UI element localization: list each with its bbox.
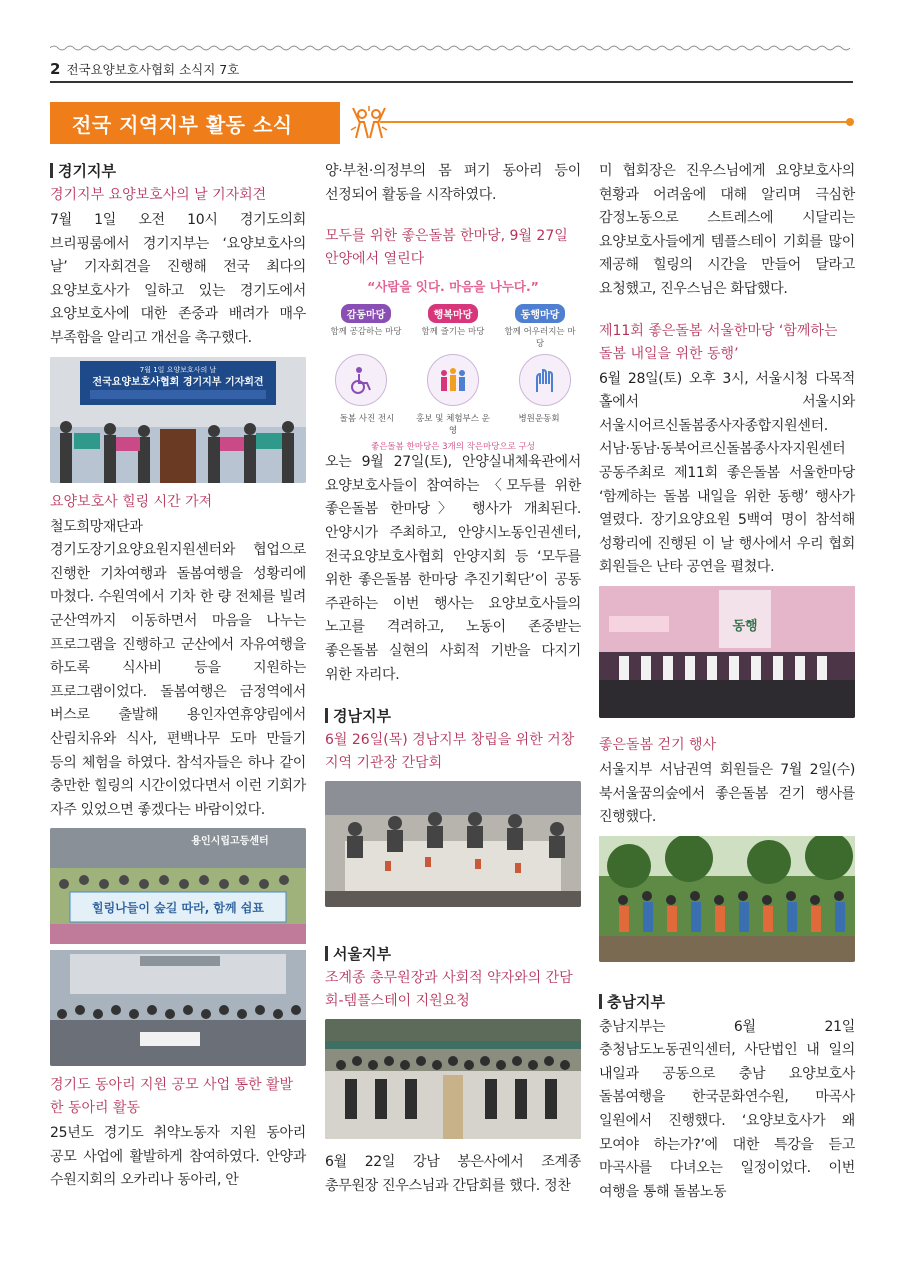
column-2 [325, 160, 581, 1198]
page-number: 2 [50, 60, 61, 78]
poster-tag: 행복마당 함께 즐기는 마당 [416, 303, 490, 349]
article-title: 모두를 위한 좋은돌봄 한마당, 9월 27일 안양에서 열린다 [325, 228, 568, 268]
column-3 [599, 160, 855, 1204]
meeting-photo [325, 781, 581, 907]
article-body: 오는 9월 27일(토), 안양실내체육관에서 요양보호사들이 참여하는 〈모두를 위한 좋은돌봄 한마당〉 행사가 개최된다. 안양시가 주최하고, 안양시노동인권센터, 전국요양보호사협회 안양지회 등 ‘모두를 위한 좋은돌봄 한마당 추진기획단’이 공동 주관하는 이번 행사는 요양보호사들의 노고를 격려하고, 노동이 존중받는 좋은돌봄 실현의 사회적 기반을 다지기 위한 자리다. [325, 454, 581, 683]
wheelchair-icon [335, 354, 387, 406]
article-body: 6월 22일 강남 봉은사에서 조계종 총무원장 진우스님과 간담회를 했다. 정찬 [325, 1154, 581, 1194]
article-body: 철도희망재단과 경기도장기요양요원지원센터와 협업으로 진행한 기차여행과 돌봄여행을 성황리에 마쳤다. 수원역에서 기차 한 량 전체를 빌려 군산역까지 이동하면서 마음을 나누는 프로그램을 진행하고 군산에서 자유여행을 하도록 식사비 등을 지원하는 프로그램이었다. 돌봄여행은 금정역에서 버스로 출발해 용인자연휴양림에서 산림치유와 식사, 편백나무 도마 만들기 등의 체험을 하였다. 참석자들은 하나 같이 충만한 힐링의 시간이었다면서 이런 기회가 자주 있었으면 좋겠다는 바람이었다. [50, 518, 306, 818]
running-header [50, 58, 239, 80]
column-1 [50, 160, 306, 1193]
banner-rule [380, 121, 850, 123]
article-title: 경기도 동아리 지원 공모 사업 통한 활발한 동아리 활동 [50, 1077, 294, 1117]
poster-tag: 감동마당 함께 공감하는 마당 [329, 303, 403, 349]
article-body-continued: 양·부천·의정부의 몸 펴기 동아리 등이 선정되어 활동을 시작하였다. [325, 163, 581, 203]
hands-icon [519, 354, 571, 406]
photo-banner-small: 7월 1일 요양보호사의 날 [139, 365, 217, 374]
article-title: 경기지부 요양보호사의 날 기자회견 [50, 187, 267, 203]
healing-trip-photos [50, 828, 306, 1066]
photo-banner-title: 전국요양보호사협회 경기지부 기자회견 [92, 376, 264, 388]
section-heading-gyeonggi: 경기지부 [50, 160, 306, 180]
poster-label: 돌봄 사진 전시 [339, 414, 395, 425]
section-banner [50, 102, 340, 144]
article-title: 요양보호사 힐링 시간 가져 [50, 493, 213, 510]
banner-rule-dot [846, 118, 854, 126]
publication-title: 전국요양보호사협회 소식지 7호 [66, 62, 240, 77]
article-title: 제11회 좋은돌봄 서울한마당 ‘함께하는 돌봄 내일을 위한 동행’ [599, 322, 838, 362]
photo-sign-text: 용인시립고등센터 [191, 836, 269, 848]
header-wave-line [50, 44, 853, 52]
press-conference-photo [50, 357, 306, 483]
event-poster [325, 277, 581, 453]
header-rule [50, 81, 853, 83]
article-body: 25년도 경기도 취약노동자 지원 동아리 공모 사업에 활발하게 참여하였다. 안양과 수원지회의 오카리나 동아리, 안 [50, 1125, 306, 1189]
section-banner-title: 전국 지역지부 활동 소식 [72, 112, 293, 137]
temple-group-photo [325, 1019, 581, 1139]
poster-quote: “사람을 잇다. 마음을 나누다.” [367, 279, 539, 295]
section-heading-seoul: 서울지부 [325, 943, 581, 963]
stage-banner-text: 동행 [732, 618, 758, 634]
crowd-icon [427, 354, 479, 406]
photo-banner-text: 힐링나들이 숲길 따라, 함께 쉼표 [92, 901, 264, 916]
article-body: 6월 28일(토) 오후 3시, 서울시청 다목적 홀에서 서울시와 서울시어르신돌봄종사자종합지원센터. 서남·동남·동북어르신돌봄종사자지원센터 공동주최로 제11회 좋은돌봄 서울한마당 ‘함께하는 돌봄 내일을 위한 동행’ 행사가 열렸다. 장기요양요원 5백여 명이 참석해 성황리에 진행된 이 날 행사에서 우리 협회 회원들은 난타 공연을 펼쳤다. [599, 370, 855, 576]
poster-tag: 동행마당 함께 어우러지는 마당 [503, 303, 577, 349]
article-title: 좋은돌봄 걷기 행사 [599, 736, 717, 753]
poster-note: 좋은돌봄 한마당은 3개의 작은마당으로 구성 [370, 442, 535, 453]
article-body: 7월 1일 오전 10시 경기도의회 브리핑룸에서 경기지부는 ‘요양보호사의 날’ 기자회견을 진행해 전국 최다의 요양보호사가 일하고 있는 경기도에서 요양보호사에 대한 존중과 배려가 매우 부족함을 알리고 개선을 촉구했다. [50, 212, 306, 346]
walking-event-photo [599, 836, 855, 962]
article-title: 6월 26일(목) 경남지부 창립을 위한 거창지역 기관장 간담회 [325, 732, 575, 772]
article-body: 서울지부 서남권역 회원들은 7월 2일(수) 북서울꿈의숲에서 좋은돌봄 걷기 행사를 진행했다. [599, 761, 855, 826]
poster-label: 홍보 및 체험부스 운영 [416, 414, 490, 437]
seoul-event-photo [599, 586, 855, 718]
section-heading-gyeongnam: 경남지부 [325, 705, 581, 725]
article-title: 조계종 총무원장과 사회적 약자와의 간담회-템플스테이 지원요청 [325, 970, 573, 1010]
cheering-people-icon [348, 102, 390, 144]
article-body-continued: 미 협회장은 진우스님에게 요양보호사의 현황과 어려움에 대해 알리며 극심한 감정노동으로 스트레스에 시달리는 요양보호사들에게 템플스테이 기회를 많이 제공해 힐링의 시간을 만들어 달라고 요청했고, 진우스님은 화답했다. [599, 163, 855, 297]
poster-label: 병원운동회 [518, 414, 560, 425]
section-heading-chungnam: 충남지부 [599, 992, 855, 1012]
article-body: 충남지부는 6월 21일 충청남도노동권익센터, 사단법인 내 일의 내일과 공동으로 충남 요양보호사 돌봄여행을 한국문화연수원, 마곡사 일원에서 진행했다. ‘요양보호사가 왜 모여야 하는가?’에 대한 특강을 듣고 마곡사를 다녀오는 일정이었다. 이번 여행을 통해 돌봄노동 [599, 1018, 855, 1200]
